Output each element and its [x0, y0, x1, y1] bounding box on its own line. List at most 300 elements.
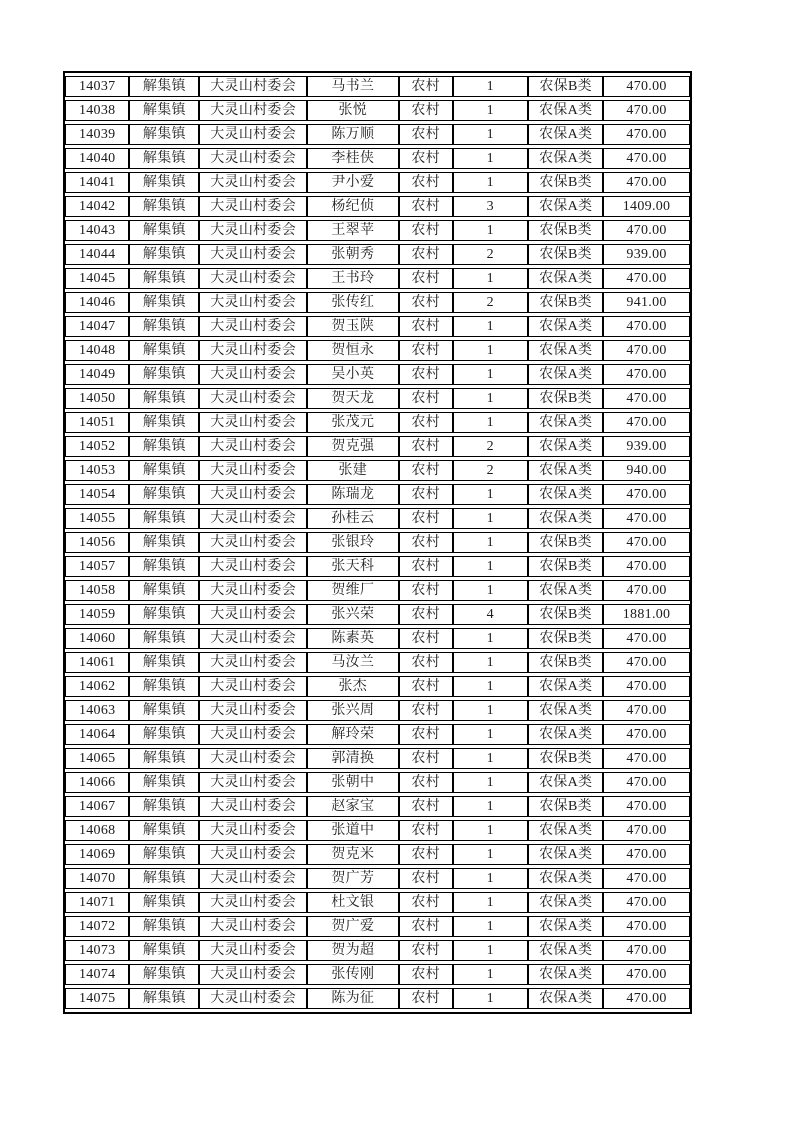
- cell-village-committee: 大灵山村委会: [199, 556, 307, 577]
- cell-residence-category: 农村: [399, 508, 453, 529]
- cell-person-name: 张银玲: [307, 532, 399, 553]
- cell-residence-category: 农村: [399, 340, 453, 361]
- cell-insurance-class: 农保A类: [528, 268, 603, 289]
- cell-town: 解集镇: [129, 268, 199, 289]
- cell-amount: 470.00: [603, 676, 690, 697]
- cell-amount: 470.00: [603, 220, 690, 241]
- cell-person-count: 1: [453, 580, 529, 601]
- cell-record-id: 14072: [65, 916, 129, 937]
- table-row: [65, 460, 690, 481]
- cell-insurance-class: 农保A类: [528, 772, 603, 793]
- cell-amount: 470.00: [603, 124, 690, 145]
- cell-residence-category: 农村: [399, 412, 453, 433]
- cell-person-count: 1: [453, 700, 529, 721]
- cell-person-name: 张兴周: [307, 700, 399, 721]
- cell-insurance-class: 农保B类: [528, 604, 603, 625]
- cell-insurance-class: 农保A类: [528, 364, 603, 385]
- cell-town: 解集镇: [129, 700, 199, 721]
- cell-person-name: 张天科: [307, 556, 399, 577]
- cell-person-name: 王翠苹: [307, 220, 399, 241]
- cell-residence-category: 农村: [399, 388, 453, 409]
- cell-town: 解集镇: [129, 340, 199, 361]
- cell-person-count: 2: [453, 292, 529, 313]
- cell-record-id: 14059: [65, 604, 129, 625]
- cell-insurance-class: 农保A类: [528, 940, 603, 961]
- cell-village-committee: 大灵山村委会: [199, 172, 307, 193]
- cell-person-name: 贺为超: [307, 940, 399, 961]
- cell-record-id: 14042: [65, 196, 129, 217]
- table-row: [65, 652, 690, 673]
- cell-town: 解集镇: [129, 100, 199, 121]
- cell-person-count: 3: [453, 196, 529, 217]
- cell-town: 解集镇: [129, 436, 199, 457]
- cell-insurance-class: 农保B类: [528, 748, 603, 769]
- cell-amount: 470.00: [603, 148, 690, 169]
- table-row: [65, 484, 690, 505]
- cell-village-committee: 大灵山村委会: [199, 316, 307, 337]
- cell-residence-category: 农村: [399, 196, 453, 217]
- cell-person-count: 1: [453, 340, 529, 361]
- table-row: [65, 676, 690, 697]
- cell-record-id: 14048: [65, 340, 129, 361]
- cell-record-id: 14039: [65, 124, 129, 145]
- cell-residence-category: 农村: [399, 964, 453, 985]
- cell-person-count: 1: [453, 652, 529, 673]
- cell-insurance-class: 农保B类: [528, 76, 603, 97]
- table-row: [65, 316, 690, 337]
- cell-person-count: 1: [453, 172, 529, 193]
- cell-record-id: 14055: [65, 508, 129, 529]
- cell-person-count: 1: [453, 820, 529, 841]
- table-row: [65, 724, 690, 745]
- cell-residence-category: 农村: [399, 532, 453, 553]
- cell-amount: 470.00: [603, 700, 690, 721]
- cell-residence-category: 农村: [399, 100, 453, 121]
- cell-residence-category: 农村: [399, 268, 453, 289]
- cell-amount: 470.00: [603, 988, 690, 1009]
- cell-person-count: 1: [453, 748, 529, 769]
- cell-town: 解集镇: [129, 556, 199, 577]
- cell-record-id: 14044: [65, 244, 129, 265]
- cell-insurance-class: 农保A类: [528, 196, 603, 217]
- table-row: [65, 892, 690, 913]
- cell-village-committee: 大灵山村委会: [199, 100, 307, 121]
- cell-amount: 1409.00: [603, 196, 690, 217]
- cell-person-count: 1: [453, 772, 529, 793]
- cell-residence-category: 农村: [399, 916, 453, 937]
- cell-town: 解集镇: [129, 460, 199, 481]
- cell-person-name: 贺恒永: [307, 340, 399, 361]
- cell-person-name: 贺广芳: [307, 868, 399, 889]
- table-row: [65, 988, 690, 1009]
- cell-person-count: 1: [453, 676, 529, 697]
- cell-amount: 470.00: [603, 652, 690, 673]
- cell-person-name: 张茂元: [307, 412, 399, 433]
- cell-record-id: 14068: [65, 820, 129, 841]
- cell-person-name: 孙桂云: [307, 508, 399, 529]
- cell-person-count: 2: [453, 244, 529, 265]
- cell-residence-category: 农村: [399, 892, 453, 913]
- cell-amount: 470.00: [603, 484, 690, 505]
- cell-record-id: 14046: [65, 292, 129, 313]
- cell-amount: 941.00: [603, 292, 690, 313]
- cell-insurance-class: 农保A类: [528, 916, 603, 937]
- cell-person-name: 陈素英: [307, 628, 399, 649]
- cell-amount: 1881.00: [603, 604, 690, 625]
- table-row: [65, 940, 690, 961]
- cell-person-name: 赵家宝: [307, 796, 399, 817]
- cell-residence-category: 农村: [399, 676, 453, 697]
- cell-residence-category: 农村: [399, 988, 453, 1009]
- cell-person-count: 1: [453, 796, 529, 817]
- cell-insurance-class: 农保A类: [528, 820, 603, 841]
- cell-insurance-class: 农保A类: [528, 580, 603, 601]
- cell-person-name: 李桂侠: [307, 148, 399, 169]
- cell-person-name: 贺广爱: [307, 916, 399, 937]
- cell-person-count: 1: [453, 940, 529, 961]
- table-row: [65, 172, 690, 193]
- table-row: [65, 388, 690, 409]
- cell-residence-category: 农村: [399, 124, 453, 145]
- cell-insurance-class: 农保A类: [528, 988, 603, 1009]
- cell-person-count: 1: [453, 724, 529, 745]
- cell-town: 解集镇: [129, 868, 199, 889]
- cell-amount: 470.00: [603, 532, 690, 553]
- cell-village-committee: 大灵山村委会: [199, 772, 307, 793]
- table-row: [65, 796, 690, 817]
- cell-insurance-class: 农保B类: [528, 796, 603, 817]
- table-row: [65, 76, 690, 97]
- cell-village-committee: 大灵山村委会: [199, 988, 307, 1009]
- cell-insurance-class: 农保A类: [528, 460, 603, 481]
- table-row: [65, 268, 690, 289]
- cell-town: 解集镇: [129, 772, 199, 793]
- cell-person-name: 马书兰: [307, 76, 399, 97]
- cell-village-committee: 大灵山村委会: [199, 364, 307, 385]
- cell-insurance-class: 农保A类: [528, 844, 603, 865]
- cell-village-committee: 大灵山村委会: [199, 292, 307, 313]
- cell-amount: 470.00: [603, 796, 690, 817]
- cell-village-committee: 大灵山村委会: [199, 340, 307, 361]
- cell-record-id: 14051: [65, 412, 129, 433]
- cell-record-id: 14053: [65, 460, 129, 481]
- cell-person-name: 贺维厂: [307, 580, 399, 601]
- cell-insurance-class: 农保B类: [528, 220, 603, 241]
- cell-person-count: 1: [453, 844, 529, 865]
- cell-insurance-class: 农保A类: [528, 724, 603, 745]
- cell-amount: 470.00: [603, 364, 690, 385]
- cell-insurance-class: 农保B类: [528, 292, 603, 313]
- table-row: [65, 292, 690, 313]
- cell-insurance-class: 农保A类: [528, 316, 603, 337]
- cell-person-count: 1: [453, 868, 529, 889]
- cell-record-id: 14057: [65, 556, 129, 577]
- cell-village-committee: 大灵山村委会: [199, 148, 307, 169]
- cell-residence-category: 农村: [399, 940, 453, 961]
- cell-town: 解集镇: [129, 220, 199, 241]
- cell-village-committee: 大灵山村委会: [199, 844, 307, 865]
- cell-insurance-class: 农保A类: [528, 892, 603, 913]
- cell-insurance-class: 农保A类: [528, 436, 603, 457]
- cell-insurance-class: 农保B类: [528, 388, 603, 409]
- cell-record-id: 14054: [65, 484, 129, 505]
- cell-residence-category: 农村: [399, 628, 453, 649]
- cell-town: 解集镇: [129, 388, 199, 409]
- table-row: [65, 124, 690, 145]
- cell-person-name: 贺天龙: [307, 388, 399, 409]
- cell-town: 解集镇: [129, 964, 199, 985]
- cell-person-count: 1: [453, 412, 529, 433]
- cell-village-committee: 大灵山村委会: [199, 412, 307, 433]
- cell-person-name: 张传红: [307, 292, 399, 313]
- table-row: [65, 220, 690, 241]
- cell-record-id: 14041: [65, 172, 129, 193]
- cell-person-name: 陈瑞龙: [307, 484, 399, 505]
- cell-town: 解集镇: [129, 652, 199, 673]
- cell-amount: 470.00: [603, 628, 690, 649]
- cell-town: 解集镇: [129, 244, 199, 265]
- cell-person-count: 1: [453, 316, 529, 337]
- cell-village-committee: 大灵山村委会: [199, 532, 307, 553]
- cell-record-id: 14074: [65, 964, 129, 985]
- cell-person-name: 陈为征: [307, 988, 399, 1009]
- cell-record-id: 14067: [65, 796, 129, 817]
- cell-village-committee: 大灵山村委会: [199, 268, 307, 289]
- cell-village-committee: 大灵山村委会: [199, 868, 307, 889]
- cell-amount: 470.00: [603, 580, 690, 601]
- table-row: [65, 580, 690, 601]
- cell-record-id: 14065: [65, 748, 129, 769]
- cell-insurance-class: 农保A类: [528, 508, 603, 529]
- table-row: [65, 964, 690, 985]
- cell-person-count: 1: [453, 556, 529, 577]
- cell-residence-category: 农村: [399, 796, 453, 817]
- table-row: [65, 820, 690, 841]
- cell-record-id: 14063: [65, 700, 129, 721]
- cell-person-name: 张建: [307, 460, 399, 481]
- cell-amount: 470.00: [603, 268, 690, 289]
- cell-amount: 470.00: [603, 388, 690, 409]
- cell-person-name: 张朝中: [307, 772, 399, 793]
- cell-insurance-class: 农保A类: [528, 868, 603, 889]
- cell-person-name: 张悦: [307, 100, 399, 121]
- cell-town: 解集镇: [129, 172, 199, 193]
- cell-person-count: 2: [453, 460, 529, 481]
- cell-insurance-class: 农保A类: [528, 964, 603, 985]
- table-row: [65, 412, 690, 433]
- cell-person-count: 1: [453, 388, 529, 409]
- cell-town: 解集镇: [129, 508, 199, 529]
- cell-residence-category: 农村: [399, 364, 453, 385]
- pension-table-body: [65, 76, 690, 1009]
- cell-residence-category: 农村: [399, 460, 453, 481]
- table-row: [65, 148, 690, 169]
- table-row: [65, 364, 690, 385]
- cell-town: 解集镇: [129, 412, 199, 433]
- cell-person-count: 1: [453, 508, 529, 529]
- cell-person-name: 张杰: [307, 676, 399, 697]
- table-row: [65, 556, 690, 577]
- cell-person-count: 1: [453, 628, 529, 649]
- cell-village-committee: 大灵山村委会: [199, 700, 307, 721]
- cell-record-id: 14058: [65, 580, 129, 601]
- cell-amount: 470.00: [603, 100, 690, 121]
- cell-town: 解集镇: [129, 796, 199, 817]
- cell-town: 解集镇: [129, 676, 199, 697]
- cell-residence-category: 农村: [399, 580, 453, 601]
- cell-record-id: 14037: [65, 76, 129, 97]
- table-row: [65, 868, 690, 889]
- cell-insurance-class: 农保A类: [528, 340, 603, 361]
- cell-insurance-class: 农保B类: [528, 532, 603, 553]
- cell-village-committee: 大灵山村委会: [199, 796, 307, 817]
- cell-person-name: 郭清换: [307, 748, 399, 769]
- cell-person-name: 杨纪侦: [307, 196, 399, 217]
- cell-person-count: 1: [453, 76, 529, 97]
- table-row: [65, 100, 690, 121]
- cell-record-id: 14075: [65, 988, 129, 1009]
- cell-insurance-class: 农保B类: [528, 556, 603, 577]
- cell-record-id: 14073: [65, 940, 129, 961]
- cell-residence-category: 农村: [399, 436, 453, 457]
- cell-village-committee: 大灵山村委会: [199, 76, 307, 97]
- cell-town: 解集镇: [129, 844, 199, 865]
- cell-village-committee: 大灵山村委会: [199, 508, 307, 529]
- table-row: [65, 340, 690, 361]
- cell-amount: 470.00: [603, 772, 690, 793]
- cell-village-committee: 大灵山村委会: [199, 724, 307, 745]
- cell-residence-category: 农村: [399, 292, 453, 313]
- cell-person-count: 1: [453, 484, 529, 505]
- cell-residence-category: 农村: [399, 148, 453, 169]
- cell-village-committee: 大灵山村委会: [199, 964, 307, 985]
- table-row: [65, 532, 690, 553]
- cell-amount: 470.00: [603, 556, 690, 577]
- cell-town: 解集镇: [129, 940, 199, 961]
- cell-residence-category: 农村: [399, 172, 453, 193]
- cell-town: 解集镇: [129, 364, 199, 385]
- cell-residence-category: 农村: [399, 724, 453, 745]
- cell-village-committee: 大灵山村委会: [199, 484, 307, 505]
- cell-town: 解集镇: [129, 628, 199, 649]
- cell-person-count: 2: [453, 436, 529, 457]
- cell-residence-category: 农村: [399, 868, 453, 889]
- cell-amount: 470.00: [603, 820, 690, 841]
- cell-amount: 940.00: [603, 460, 690, 481]
- cell-amount: 939.00: [603, 436, 690, 457]
- cell-person-name: 解玲荣: [307, 724, 399, 745]
- cell-insurance-class: 农保B类: [528, 652, 603, 673]
- cell-record-id: 14070: [65, 868, 129, 889]
- cell-town: 解集镇: [129, 916, 199, 937]
- cell-insurance-class: 农保B类: [528, 172, 603, 193]
- cell-town: 解集镇: [129, 196, 199, 217]
- cell-record-id: 14061: [65, 652, 129, 673]
- cell-residence-category: 农村: [399, 700, 453, 721]
- cell-town: 解集镇: [129, 148, 199, 169]
- cell-insurance-class: 农保A类: [528, 484, 603, 505]
- cell-village-committee: 大灵山村委会: [199, 940, 307, 961]
- cell-town: 解集镇: [129, 892, 199, 913]
- cell-person-count: 1: [453, 124, 529, 145]
- cell-amount: 470.00: [603, 844, 690, 865]
- cell-village-committee: 大灵山村委会: [199, 124, 307, 145]
- cell-residence-category: 农村: [399, 244, 453, 265]
- table-row: [65, 628, 690, 649]
- cell-village-committee: 大灵山村委会: [199, 244, 307, 265]
- cell-residence-category: 农村: [399, 76, 453, 97]
- cell-record-id: 14040: [65, 148, 129, 169]
- table-row: [65, 700, 690, 721]
- cell-residence-category: 农村: [399, 484, 453, 505]
- cell-person-name: 贺玉陕: [307, 316, 399, 337]
- cell-person-name: 尹小爱: [307, 172, 399, 193]
- cell-insurance-class: 农保A类: [528, 676, 603, 697]
- cell-insurance-class: 农保B类: [528, 628, 603, 649]
- cell-record-id: 14045: [65, 268, 129, 289]
- cell-person-count: 1: [453, 532, 529, 553]
- cell-person-name: 王书玲: [307, 268, 399, 289]
- cell-person-count: 1: [453, 988, 529, 1009]
- cell-amount: 470.00: [603, 724, 690, 745]
- cell-record-id: 14060: [65, 628, 129, 649]
- cell-person-name: 吴小英: [307, 364, 399, 385]
- cell-amount: 470.00: [603, 748, 690, 769]
- cell-record-id: 14038: [65, 100, 129, 121]
- cell-amount: 470.00: [603, 340, 690, 361]
- cell-village-committee: 大灵山村委会: [199, 628, 307, 649]
- cell-residence-category: 农村: [399, 604, 453, 625]
- cell-insurance-class: 农保A类: [528, 124, 603, 145]
- cell-town: 解集镇: [129, 988, 199, 1009]
- cell-person-count: 1: [453, 268, 529, 289]
- cell-village-committee: 大灵山村委会: [199, 460, 307, 481]
- cell-village-committee: 大灵山村委会: [199, 748, 307, 769]
- cell-amount: 470.00: [603, 940, 690, 961]
- cell-insurance-class: 农保A类: [528, 148, 603, 169]
- cell-amount: 470.00: [603, 172, 690, 193]
- cell-insurance-class: 农保A类: [528, 700, 603, 721]
- cell-village-committee: 大灵山村委会: [199, 388, 307, 409]
- cell-person-count: 1: [453, 892, 529, 913]
- pension-roster-table: [63, 71, 692, 1014]
- cell-village-committee: 大灵山村委会: [199, 676, 307, 697]
- cell-residence-category: 农村: [399, 748, 453, 769]
- cell-record-id: 14066: [65, 772, 129, 793]
- cell-village-committee: 大灵山村委会: [199, 916, 307, 937]
- cell-record-id: 14052: [65, 436, 129, 457]
- cell-village-committee: 大灵山村委会: [199, 580, 307, 601]
- cell-person-count: 1: [453, 364, 529, 385]
- cell-residence-category: 农村: [399, 220, 453, 241]
- cell-village-committee: 大灵山村委会: [199, 220, 307, 241]
- cell-amount: 939.00: [603, 244, 690, 265]
- cell-village-committee: 大灵山村委会: [199, 436, 307, 457]
- cell-record-id: 14047: [65, 316, 129, 337]
- cell-record-id: 14062: [65, 676, 129, 697]
- cell-person-name: 张朝秀: [307, 244, 399, 265]
- cell-residence-category: 农村: [399, 772, 453, 793]
- cell-town: 解集镇: [129, 484, 199, 505]
- cell-insurance-class: 农保A类: [528, 412, 603, 433]
- cell-person-count: 4: [453, 604, 529, 625]
- cell-person-name: 张道中: [307, 820, 399, 841]
- cell-record-id: 14043: [65, 220, 129, 241]
- cell-town: 解集镇: [129, 604, 199, 625]
- cell-town: 解集镇: [129, 76, 199, 97]
- cell-amount: 470.00: [603, 412, 690, 433]
- cell-amount: 470.00: [603, 508, 690, 529]
